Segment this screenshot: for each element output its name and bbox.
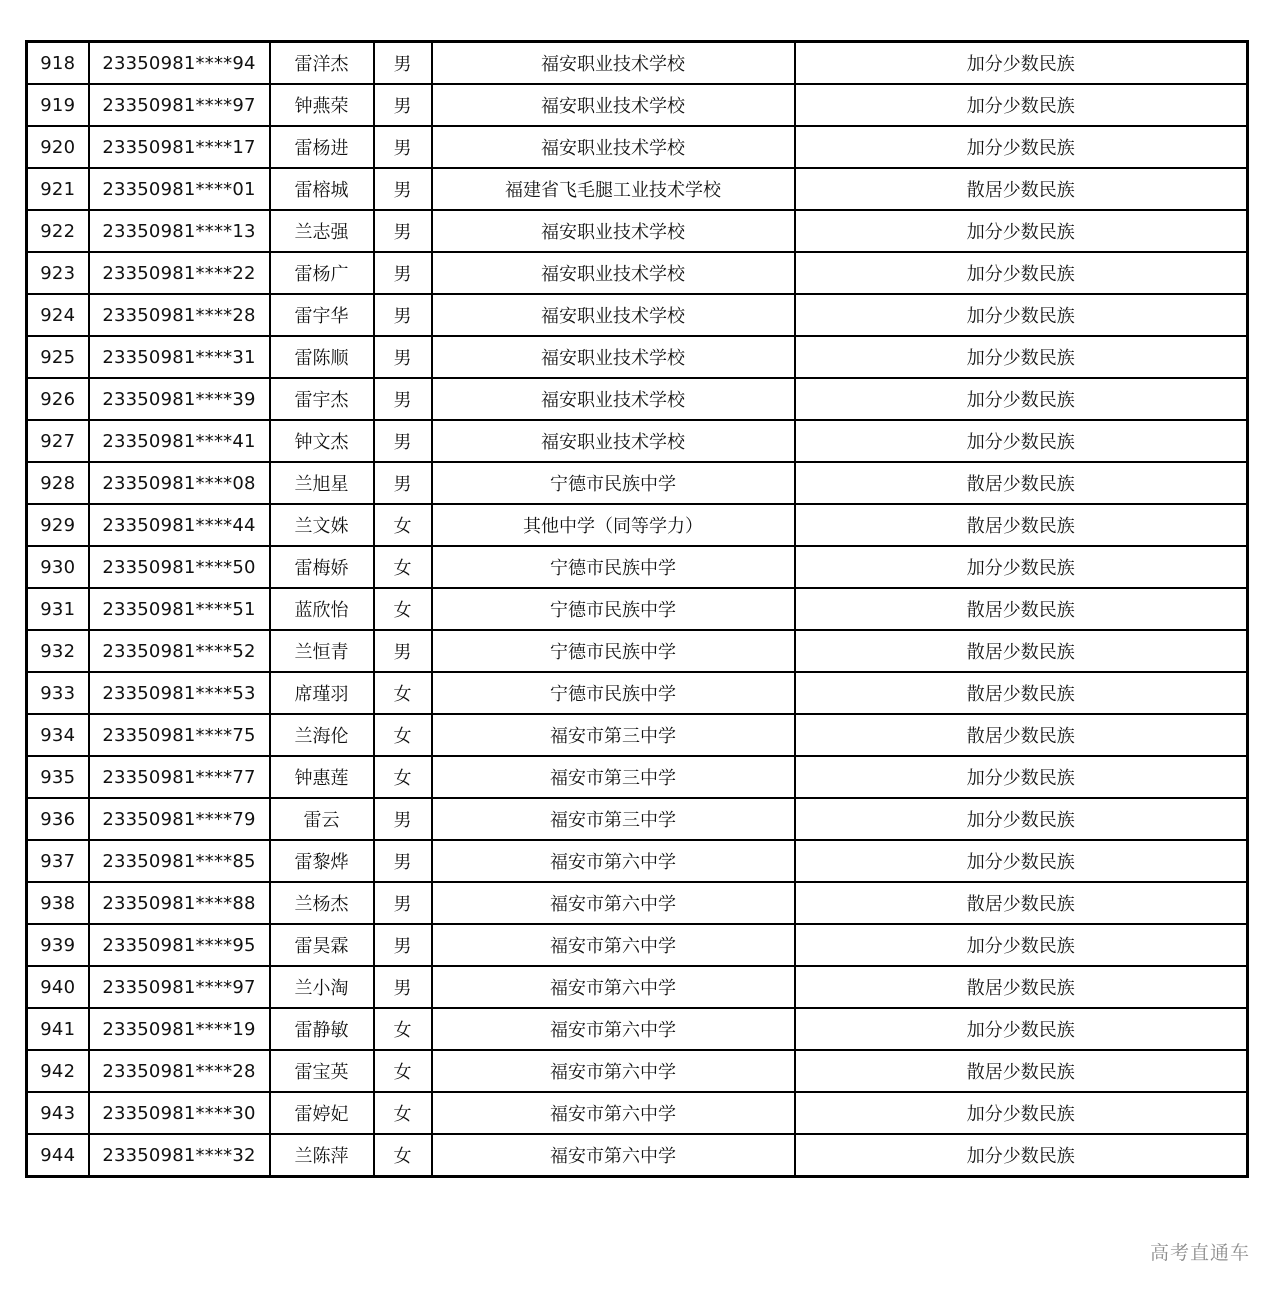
cell-exam-id: 23350981****50 <box>89 546 270 588</box>
cell-exam-id: 23350981****85 <box>89 840 270 882</box>
cell-gender: 男 <box>374 882 432 924</box>
cell-seq: 921 <box>27 168 89 210</box>
cell-seq: 925 <box>27 336 89 378</box>
cell-exam-id: 23350981****41 <box>89 420 270 462</box>
cell-school: 福安市第三中学 <box>432 798 795 840</box>
table-row <box>27 462 1248 504</box>
roster-body <box>27 42 1248 1177</box>
cell-name: 雷杨进 <box>270 126 374 168</box>
cell-seq: 928 <box>27 462 89 504</box>
table-row <box>27 126 1248 168</box>
cell-category: 加分少数民族 <box>795 840 1248 882</box>
cell-gender: 男 <box>374 630 432 672</box>
cell-gender: 女 <box>374 1050 432 1092</box>
cell-gender: 女 <box>374 1134 432 1177</box>
cell-seq: 937 <box>27 840 89 882</box>
cell-category: 散居少数民族 <box>795 882 1248 924</box>
cell-name: 雷陈顺 <box>270 336 374 378</box>
cell-name: 兰海伦 <box>270 714 374 756</box>
cell-seq: 920 <box>27 126 89 168</box>
cell-school: 福安市第三中学 <box>432 714 795 756</box>
cell-gender: 男 <box>374 210 432 252</box>
cell-seq: 943 <box>27 1092 89 1134</box>
cell-school: 福安市第六中学 <box>432 840 795 882</box>
cell-name: 雷杨广 <box>270 252 374 294</box>
cell-name: 雷婷妃 <box>270 1092 374 1134</box>
table-row <box>27 1050 1248 1092</box>
cell-gender: 男 <box>374 42 432 85</box>
cell-category: 加分少数民族 <box>795 1092 1248 1134</box>
cell-seq: 930 <box>27 546 89 588</box>
cell-name: 钟燕荣 <box>270 84 374 126</box>
table-row <box>27 252 1248 294</box>
cell-school: 福安市第六中学 <box>432 924 795 966</box>
cell-gender: 男 <box>374 462 432 504</box>
cell-name: 雷云 <box>270 798 374 840</box>
cell-school: 福安市第三中学 <box>432 756 795 798</box>
cell-name: 雷宇杰 <box>270 378 374 420</box>
table-row <box>27 840 1248 882</box>
table-row <box>27 1134 1248 1177</box>
table-row <box>27 714 1248 756</box>
table-row <box>27 546 1248 588</box>
cell-school: 福安职业技术学校 <box>432 420 795 462</box>
cell-name: 兰小淘 <box>270 966 374 1008</box>
cell-gender: 男 <box>374 966 432 1008</box>
cell-exam-id: 23350981****94 <box>89 42 270 85</box>
cell-name: 雷洋杰 <box>270 42 374 85</box>
cell-name: 雷宝英 <box>270 1050 374 1092</box>
cell-category: 散居少数民族 <box>795 630 1248 672</box>
cell-category: 散居少数民族 <box>795 168 1248 210</box>
cell-gender: 男 <box>374 336 432 378</box>
cell-category: 加分少数民族 <box>795 252 1248 294</box>
cell-seq: 926 <box>27 378 89 420</box>
cell-gender: 男 <box>374 420 432 462</box>
cell-seq: 941 <box>27 1008 89 1050</box>
cell-exam-id: 23350981****08 <box>89 462 270 504</box>
cell-exam-id: 23350981****31 <box>89 336 270 378</box>
cell-gender: 男 <box>374 294 432 336</box>
cell-exam-id: 23350981****28 <box>89 294 270 336</box>
cell-gender: 男 <box>374 84 432 126</box>
cell-seq: 924 <box>27 294 89 336</box>
cell-name: 兰文姝 <box>270 504 374 546</box>
cell-exam-id: 23350981****19 <box>89 1008 270 1050</box>
cell-name: 兰杨杰 <box>270 882 374 924</box>
cell-category: 加分少数民族 <box>795 924 1248 966</box>
table-row <box>27 336 1248 378</box>
cell-exam-id: 23350981****97 <box>89 966 270 1008</box>
cell-seq: 932 <box>27 630 89 672</box>
cell-school: 福安职业技术学校 <box>432 210 795 252</box>
table-row <box>27 924 1248 966</box>
cell-gender: 男 <box>374 924 432 966</box>
cell-exam-id: 23350981****51 <box>89 588 270 630</box>
cell-category: 加分少数民族 <box>795 294 1248 336</box>
cell-school: 宁德市民族中学 <box>432 546 795 588</box>
cell-school: 福安市第六中学 <box>432 1008 795 1050</box>
table-row <box>27 294 1248 336</box>
cell-school: 福安市第六中学 <box>432 882 795 924</box>
cell-school: 其他中学（同等学力） <box>432 504 795 546</box>
cell-gender: 女 <box>374 756 432 798</box>
cell-category: 加分少数民族 <box>795 378 1248 420</box>
cell-name: 席瑾羽 <box>270 672 374 714</box>
table-row <box>27 84 1248 126</box>
cell-gender: 女 <box>374 504 432 546</box>
cell-category: 加分少数民族 <box>795 420 1248 462</box>
cell-gender: 男 <box>374 126 432 168</box>
cell-school: 福安职业技术学校 <box>432 252 795 294</box>
cell-seq: 923 <box>27 252 89 294</box>
cell-school: 福建省飞毛腿工业技术学校 <box>432 168 795 210</box>
cell-category: 加分少数民族 <box>795 210 1248 252</box>
cell-gender: 女 <box>374 1092 432 1134</box>
cell-gender: 女 <box>374 1008 432 1050</box>
cell-gender: 女 <box>374 588 432 630</box>
cell-name: 雷榕城 <box>270 168 374 210</box>
cell-category: 加分少数民族 <box>795 756 1248 798</box>
cell-name: 兰志强 <box>270 210 374 252</box>
cell-category: 散居少数民族 <box>795 462 1248 504</box>
table-row <box>27 168 1248 210</box>
cell-name: 兰恒青 <box>270 630 374 672</box>
cell-name: 兰陈萍 <box>270 1134 374 1177</box>
cell-school: 福安市第六中学 <box>432 1050 795 1092</box>
cell-seq: 942 <box>27 1050 89 1092</box>
cell-gender: 男 <box>374 840 432 882</box>
table-row <box>27 588 1248 630</box>
cell-gender: 男 <box>374 378 432 420</box>
cell-category: 加分少数民族 <box>795 84 1248 126</box>
table-row <box>27 882 1248 924</box>
cell-seq: 938 <box>27 882 89 924</box>
cell-seq: 919 <box>27 84 89 126</box>
cell-exam-id: 23350981****79 <box>89 798 270 840</box>
cell-category: 散居少数民族 <box>795 1050 1248 1092</box>
table-row <box>27 1092 1248 1134</box>
cell-school: 宁德市民族中学 <box>432 462 795 504</box>
cell-category: 加分少数民族 <box>795 1008 1248 1050</box>
table-row <box>27 672 1248 714</box>
cell-name: 雷昊霖 <box>270 924 374 966</box>
cell-seq: 939 <box>27 924 89 966</box>
cell-seq: 927 <box>27 420 89 462</box>
cell-seq: 934 <box>27 714 89 756</box>
cell-exam-id: 23350981****13 <box>89 210 270 252</box>
table-row <box>27 798 1248 840</box>
student-roster-table <box>25 40 1249 1178</box>
cell-exam-id: 23350981****53 <box>89 672 270 714</box>
cell-seq: 931 <box>27 588 89 630</box>
cell-school: 福安职业技术学校 <box>432 42 795 85</box>
cell-category: 散居少数民族 <box>795 504 1248 546</box>
cell-category: 加分少数民族 <box>795 546 1248 588</box>
cell-name: 雷宇华 <box>270 294 374 336</box>
table-row <box>27 420 1248 462</box>
table-row <box>27 42 1248 85</box>
cell-seq: 940 <box>27 966 89 1008</box>
table-row <box>27 630 1248 672</box>
cell-school: 福安职业技术学校 <box>432 84 795 126</box>
cell-exam-id: 23350981****28 <box>89 1050 270 1092</box>
roster-sheet <box>25 40 1246 1178</box>
cell-exam-id: 23350981****39 <box>89 378 270 420</box>
cell-exam-id: 23350981****95 <box>89 924 270 966</box>
cell-name: 雷黎烨 <box>270 840 374 882</box>
cell-seq: 936 <box>27 798 89 840</box>
cell-gender: 男 <box>374 798 432 840</box>
cell-name: 兰旭星 <box>270 462 374 504</box>
cell-gender: 男 <box>374 252 432 294</box>
table-row <box>27 756 1248 798</box>
cell-exam-id: 23350981****30 <box>89 1092 270 1134</box>
cell-exam-id: 23350981****75 <box>89 714 270 756</box>
cell-gender: 女 <box>374 546 432 588</box>
cell-name: 雷梅娇 <box>270 546 374 588</box>
cell-name: 钟惠莲 <box>270 756 374 798</box>
cell-exam-id: 23350981****17 <box>89 126 270 168</box>
cell-exam-id: 23350981****77 <box>89 756 270 798</box>
cell-category: 散居少数民族 <box>795 714 1248 756</box>
cell-gender: 女 <box>374 714 432 756</box>
cell-exam-id: 23350981****32 <box>89 1134 270 1177</box>
cell-school: 福安职业技术学校 <box>432 336 795 378</box>
cell-gender: 男 <box>374 168 432 210</box>
cell-category: 加分少数民族 <box>795 126 1248 168</box>
cell-category: 散居少数民族 <box>795 966 1248 1008</box>
cell-seq: 933 <box>27 672 89 714</box>
cell-school: 福安职业技术学校 <box>432 378 795 420</box>
table-row <box>27 210 1248 252</box>
cell-category: 加分少数民族 <box>795 336 1248 378</box>
cell-seq: 935 <box>27 756 89 798</box>
cell-gender: 女 <box>374 672 432 714</box>
cell-school: 福安市第六中学 <box>432 966 795 1008</box>
cell-school: 福安市第六中学 <box>432 1134 795 1177</box>
cell-school: 福安职业技术学校 <box>432 294 795 336</box>
cell-seq: 929 <box>27 504 89 546</box>
cell-school: 宁德市民族中学 <box>432 672 795 714</box>
cell-category: 加分少数民族 <box>795 1134 1248 1177</box>
cell-seq: 922 <box>27 210 89 252</box>
cell-category: 散居少数民族 <box>795 588 1248 630</box>
cell-seq: 944 <box>27 1134 89 1177</box>
cell-exam-id: 23350981****44 <box>89 504 270 546</box>
table-row <box>27 378 1248 420</box>
cell-category: 散居少数民族 <box>795 672 1248 714</box>
table-row <box>27 504 1248 546</box>
cell-school: 福安职业技术学校 <box>432 126 795 168</box>
cell-school: 福安市第六中学 <box>432 1092 795 1134</box>
table-row <box>27 966 1248 1008</box>
table-row <box>27 1008 1248 1050</box>
watermark-text: 高考直通车 <box>1149 1242 1250 1264</box>
cell-category: 加分少数民族 <box>795 798 1248 840</box>
cell-name: 雷静敏 <box>270 1008 374 1050</box>
cell-exam-id: 23350981****97 <box>89 84 270 126</box>
cell-exam-id: 23350981****01 <box>89 168 270 210</box>
cell-seq: 918 <box>27 42 89 85</box>
cell-name: 蓝欣怡 <box>270 588 374 630</box>
cell-school: 宁德市民族中学 <box>432 630 795 672</box>
cell-category: 加分少数民族 <box>795 42 1248 85</box>
cell-school: 宁德市民族中学 <box>432 588 795 630</box>
cell-name: 钟文杰 <box>270 420 374 462</box>
cell-exam-id: 23350981****22 <box>89 252 270 294</box>
cell-exam-id: 23350981****88 <box>89 882 270 924</box>
cell-exam-id: 23350981****52 <box>89 630 270 672</box>
